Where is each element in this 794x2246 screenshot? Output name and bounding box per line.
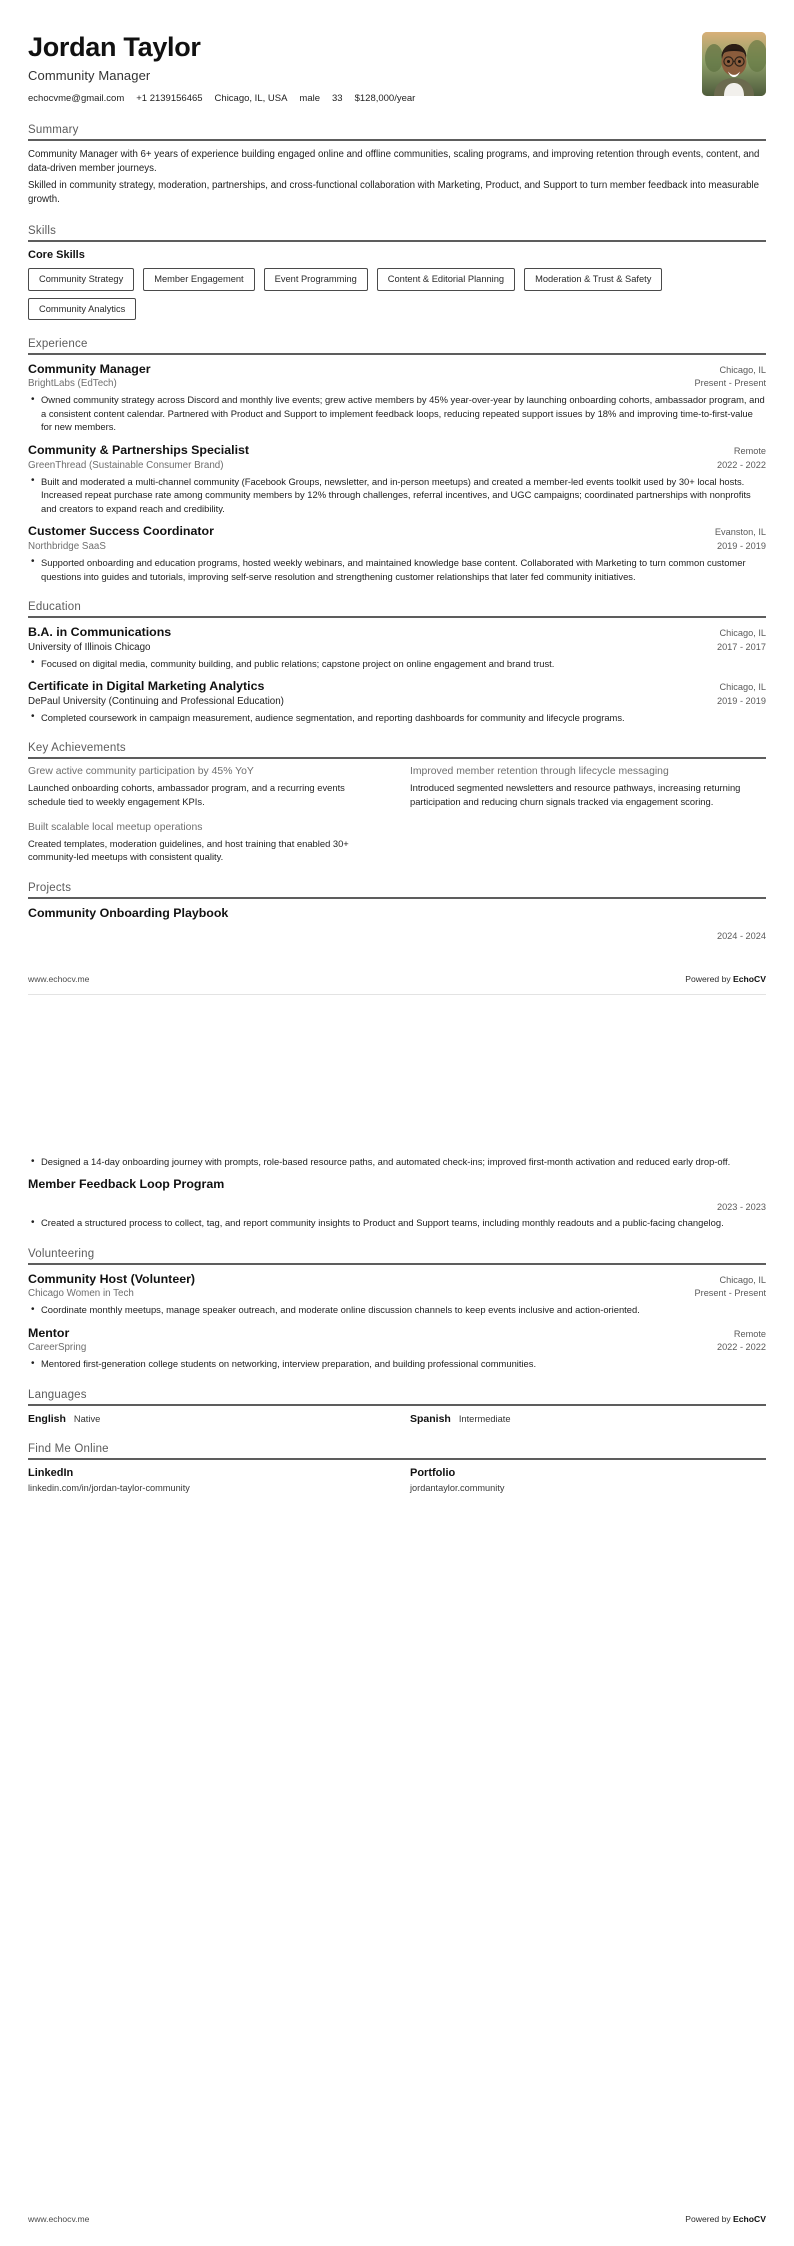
- link-item-portfolio[interactable]: [410, 1467, 766, 1493]
- entry-dates: 2017 - 2017: [716, 641, 766, 652]
- footer-site[interactable]: www.echocv.me: [28, 974, 90, 985]
- project-name: Member Feedback Loop Program: [28, 1176, 225, 1191]
- language-grid: [28, 1413, 766, 1425]
- entry-dates: 2019 - 2019: [716, 695, 766, 706]
- entry-location: Remote: [733, 1328, 766, 1339]
- page-footer: [28, 2207, 766, 2224]
- section-title-volunteering: Volunteering: [28, 1247, 95, 1260]
- entry-institution: DePaul University (Continuing and Professional Education): [28, 695, 284, 707]
- project-entry: [28, 1177, 766, 1230]
- link-label: Portfolio: [410, 1467, 456, 1479]
- section-divider: [28, 1263, 766, 1265]
- footer-brand-name: EchoCV: [733, 2214, 766, 2224]
- language-item: [28, 1413, 384, 1425]
- achievement-description: Introduced segmented newsletters and resource pathways, increasing returning participation and reducing churn signals tracked via engagement scoring.: [410, 782, 741, 808]
- link-item-linkedin[interactable]: [28, 1467, 384, 1493]
- entry-organization: CareerSpring: [28, 1342, 87, 1354]
- language-level: Native: [73, 1414, 101, 1424]
- language-name: English: [28, 1413, 66, 1425]
- entry-bullet-list: [28, 1155, 766, 1169]
- entry-bullet-list: [28, 393, 766, 434]
- entry-location: Chicago, IL: [719, 628, 766, 639]
- achievement-grid: [28, 766, 766, 864]
- skill-chip: Content & Editorial Planning: [377, 268, 515, 290]
- section-divider: [28, 139, 766, 141]
- project-name: Community Onboarding Playbook: [28, 905, 229, 920]
- contact-line: [28, 93, 702, 104]
- experience-entry: [28, 443, 766, 515]
- resume-header: [28, 30, 766, 106]
- footer-brand-name: EchoCV: [733, 974, 766, 985]
- section-title-skills: Skills: [28, 225, 57, 238]
- achievement-title: Built scalable local meetup operations: [28, 821, 203, 833]
- entry-bullet: • Supported onboarding and education programs, hosted weekly webinars, and maintained knowledge base content. Collaborated with Marketing to turn common customer questions into guides and tutorials, improving self-serve resolution and strengthening customer relationships that later fed community initiatives.: [28, 556, 766, 583]
- entry-bullet-list: [28, 556, 766, 583]
- skills-group-title: Core Skills: [28, 249, 85, 262]
- entry-role: Community & Partnerships Specialist: [28, 443, 250, 458]
- contact-age: 33: [332, 93, 343, 105]
- entry-degree: B.A. in Communications: [28, 625, 172, 640]
- entry-bullet: • Built and moderated a multi-channel community (Facebook Groups, newsletter, and in-person meetups) and created a member-led events toolkit used by 30+ local hosts. Increased repeat purchase rate among community members by 12% through challenges, referral incentives, and UGC campaigns; coordinated partnerships with nonprofits and creators to expand reach and credibility.: [28, 475, 766, 516]
- entry-organization: Northbridge SaaS: [28, 540, 106, 552]
- summary-paragraph: Skilled in community strategy, moderation, partnerships, and cross-functional collaboration with Marketing, Product, and Support to turn member feedback into measurable growth.: [28, 180, 760, 206]
- entry-bullet: • Completed coursework in campaign measurement, audience segmentation, and reporting dashboards for community and lifecycle programs.: [28, 711, 766, 725]
- link-grid: [28, 1467, 766, 1493]
- contact-salary: $128,000/year: [354, 93, 416, 105]
- entry-bullet: • Focused on digital media, community building, and public relations; capstone project on online engagement and brand trust.: [28, 657, 766, 671]
- avatar: [702, 32, 766, 96]
- entry-dates: 2019 - 2019: [716, 540, 766, 551]
- entry-role: Mentor: [28, 1325, 70, 1340]
- section-title-summary: Summary: [28, 124, 79, 137]
- footer-powered-prefix: Powered by: [685, 974, 734, 985]
- entry-role: Community Manager: [28, 361, 151, 376]
- project-bullet: • Designed a 14-day onboarding journey with prompts, role-based resource paths, and automated check-ins; improved first-month activation and reduced early drop-off.: [28, 1155, 766, 1169]
- experience-entry: [28, 362, 766, 434]
- section-languages: [28, 1389, 766, 1425]
- project-bullet: • Created a structured process to collect, tag, and report community insights to Product and Support teams, including monthly readouts and a public-facing changelog.: [28, 1216, 766, 1230]
- achievement-title: Grew active community participation by 45% YoY: [28, 766, 254, 778]
- entry-organization: Chicago Women in Tech: [28, 1288, 134, 1300]
- skill-chip: Event Programming: [264, 268, 368, 290]
- page-title: Jordan Taylor: [28, 32, 201, 62]
- achievement-item: [410, 766, 766, 808]
- section-title-languages: Languages: [28, 1389, 87, 1401]
- resume-page-2: [0, 1123, 794, 2246]
- contact-gender: male: [299, 93, 321, 105]
- entry-bullet-list: [28, 1303, 766, 1317]
- entry-organization: GreenThread (Sustainable Consumer Brand): [28, 459, 224, 471]
- entry-institution: University of Illinois Chicago: [28, 641, 151, 653]
- entry-location: Chicago, IL: [719, 364, 766, 375]
- education-entry: [28, 679, 766, 724]
- language-name: Spanish: [410, 1413, 451, 1425]
- skill-chip: Community Analytics: [28, 298, 136, 320]
- contact-location: Chicago, IL, USA: [214, 93, 288, 105]
- section-volunteering: [28, 1248, 766, 1371]
- section-title-achievements: Key Achievements: [28, 742, 126, 755]
- education-entry: [28, 625, 766, 670]
- section-experience: [28, 338, 766, 584]
- entry-bullet: • Coordinate monthly meetups, manage speaker outreach, and moderate online discussion channels to keep events inclusive and action-oriented.: [28, 1303, 766, 1317]
- footer-powered-prefix: Powered by: [685, 2214, 734, 2224]
- entry-location: Chicago, IL: [719, 1274, 766, 1285]
- entry-dates: Present - Present: [694, 378, 766, 389]
- skill-chip: Community Strategy: [28, 268, 134, 290]
- section-title-links: Find Me Online: [28, 1443, 109, 1455]
- project-dates: 2023 - 2023: [716, 1202, 766, 1213]
- contact-phone[interactable]: +1 2139156465: [136, 93, 203, 105]
- section-projects: [28, 882, 766, 942]
- section-divider: [28, 897, 766, 899]
- language-item: [410, 1413, 766, 1425]
- section-education: [28, 601, 766, 724]
- section-title-projects: Projects: [28, 881, 72, 894]
- section-divider: [28, 1458, 766, 1460]
- section-skills: [28, 225, 766, 319]
- achievement-item: [28, 766, 384, 808]
- page-break-divider: [28, 994, 766, 995]
- section-title-education: Education: [28, 601, 81, 614]
- entry-dates: 2022 - 2022: [716, 459, 766, 470]
- link-url[interactable]: jordantaylor.community: [410, 1483, 505, 1493]
- footer-site[interactable]: www.echocv.me: [28, 2214, 90, 2224]
- skill-chip: Member Engagement: [143, 268, 254, 290]
- entry-bullet: • Owned community strategy across Discord and monthly live events; grew active members by 45% year-over-year by launching onboarding cohorts, ambassador program, and a consistent content calendar. Partnered with Product and Support to implement feedback loops, reducing repeated support issues by 18% and improving time-to-first-value for new members.: [28, 393, 766, 434]
- entry-role: Customer Success Coordinator: [28, 524, 214, 539]
- entry-bullet-list: [28, 475, 766, 516]
- entry-bullet-list: [28, 1216, 766, 1230]
- achievement-title: Improved member retention through lifecycle messaging: [410, 766, 669, 778]
- section-divider: [28, 353, 766, 355]
- entry-location: Evanston, IL: [714, 527, 766, 538]
- achievement-description: Launched onboarding cohorts, ambassador program, and a recurring events schedule tied to weekly engagement KPIs.: [28, 782, 345, 808]
- section-divider: [28, 240, 766, 242]
- section-summary: [28, 124, 766, 207]
- entry-location: Chicago, IL: [719, 682, 766, 693]
- entry-dates: Present - Present: [694, 1288, 766, 1299]
- achievement-item: [28, 822, 384, 864]
- achievement-description: Created templates, moderation guidelines, and host training that enabled 30+ community-led meetups with consistent quality.: [28, 837, 349, 863]
- entry-role: Community Host (Volunteer): [28, 1271, 196, 1286]
- skill-chip-list: [28, 268, 766, 319]
- entry-location: Remote: [733, 446, 766, 457]
- portrait-photo-icon: [702, 32, 766, 96]
- header-identity: [28, 30, 702, 104]
- section-divider: [28, 1404, 766, 1406]
- language-level: Intermediate: [458, 1414, 511, 1424]
- section-links: [28, 1443, 766, 1493]
- entry-dates: 2022 - 2022: [716, 1342, 766, 1353]
- link-label: LinkedIn: [28, 1467, 74, 1479]
- entry-bullet-list: [28, 657, 766, 671]
- link-url[interactable]: linkedin.com/in/jordan-taylor-community: [28, 1483, 190, 1493]
- section-divider: [28, 616, 766, 618]
- footer-brand: [685, 974, 766, 984]
- entry-bullet: • Mentored first-generation college students on networking, interview preparation, and building professional communities.: [28, 1357, 766, 1371]
- entry-bullet-list: [28, 711, 766, 725]
- volunteering-entry: [28, 1272, 766, 1317]
- entry-bullet-list: [28, 1357, 766, 1371]
- project-entry: [28, 906, 766, 942]
- section-achievements: [28, 742, 766, 864]
- volunteering-entry: [28, 1326, 766, 1371]
- experience-entry: [28, 524, 766, 583]
- section-title-experience: Experience: [28, 337, 88, 350]
- footer-brand: [685, 2214, 766, 2224]
- skill-chip: Moderation & Trust & Safety: [524, 268, 662, 290]
- section-divider: [28, 757, 766, 759]
- project-dates: 2024 - 2024: [716, 931, 766, 942]
- section-projects-continued: [28, 1155, 766, 1230]
- job-title: Community Manager: [28, 68, 151, 84]
- entry-organization: BrightLabs (EdTech): [28, 378, 117, 390]
- summary-paragraph: Community Manager with 6+ years of experience building engaged online and offline communities, scaling programs, and improving retention through events, content, and data-driven member journeys.: [28, 149, 760, 175]
- contact-email[interactable]: echocvme@gmail.com: [28, 93, 125, 105]
- entry-degree: Certificate in Digital Marketing Analytics: [28, 679, 265, 694]
- page-footer: [28, 967, 766, 984]
- achievement-item-empty: [410, 822, 766, 864]
